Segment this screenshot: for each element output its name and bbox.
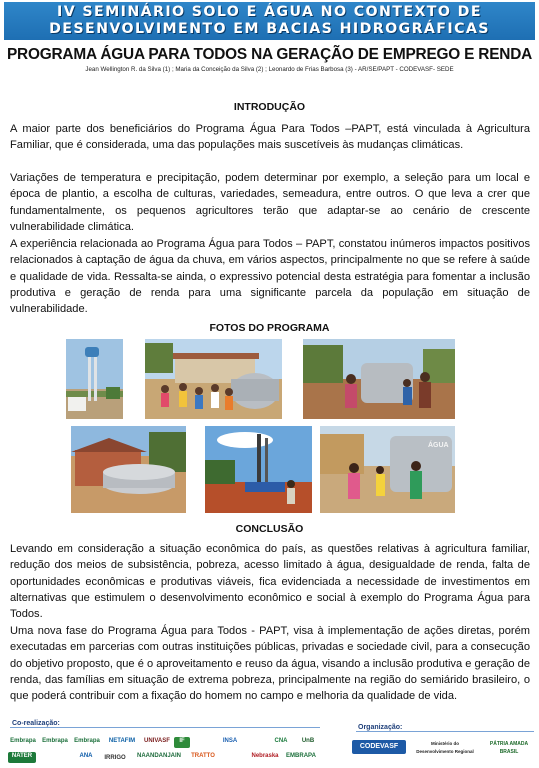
photo-children-at-tank <box>145 339 282 419</box>
logo-netafim: NETAFIM <box>108 738 136 744</box>
logo-codevasf: CODEVASF <box>352 740 406 754</box>
logo-insa: INSA <box>222 738 238 744</box>
intro-paragraph-1: A maior parte dos beneficiários do Programa Água Para Todos –PAPT, está vinculada à Agricultura Familiar, que é considerada, uma das populações mais suscetíveis às mudanças climáticas. <box>10 123 530 152</box>
logo-if: IF <box>174 737 190 748</box>
authors-line: Jean Wellington R. da Silva (1) ; Maria da Conceição da Silva (2) ; Leonardo de Frias Barbosa (3) - AR/SE/PAPT - CODEVASF- SEDE <box>85 66 454 73</box>
logo-tratto: TRATTO <box>191 753 215 759</box>
logo-nebraska: Nebraska <box>251 753 279 759</box>
conclusion-paragraph-2: Uma nova fase do Programa Água para Todos - PAPT, visa à implementação de ações diretas, porém executadas em parcerias com outras instituições públicas, privadas e sociedade civil, para a consecução do objetivo proposto, que é o aproveitamento e reuso da água, visando a inclusão produtiva e geração de renda, das famílias em situação de extrema pobreza, principalmente na região do semiárido brasileiro, o que poderá contribuir com a fixação do homem no campo e melhoria da qualidade de vida. <box>10 625 530 703</box>
poster-title: PROGRAMA ÁGUA PARA TODOS NA GERAÇÃO DE EMPREGO E RENDA <box>6 46 533 63</box>
logo-unb: UnB <box>301 738 315 744</box>
event-banner <box>4 2 535 40</box>
conclusion-paragraph-1: Levando em consideração a situação econômica do país, as questões relativas à agricultura familiar, redução dos meios de subsistência, pobreza, acesso limitado à água, desigualdade de renda, falta de oportunidades econômicas e produtivas viáveis, fica evidenciada a necessidade de investimentos em alternativas que estimulem o desenvolvimento econômico e social à exemplo do Programa Água para Todos. <box>10 543 530 621</box>
logo-nater: NATER <box>8 752 36 763</box>
logo-naandanjain: NAANDANJAIN <box>136 753 181 759</box>
logo-embrapa-4: EMBRAPA <box>286 753 316 759</box>
photo-drilling-rig <box>205 426 312 513</box>
footer-rule-left <box>10 727 320 728</box>
logo-embrapa-2: Embrapa <box>42 738 68 744</box>
event-title-line-1: IV SEMINÁRIO SOLO E ÁGUA NO CONTEXTO DE <box>57 4 482 20</box>
tank-label: ÁGUA <box>428 442 449 449</box>
footer-rule-right <box>356 731 534 732</box>
logo-ana: ANA <box>79 753 93 759</box>
logo-ministerio: Ministério do Desenvolvimento Regional <box>416 741 474 754</box>
intro-paragraph-3: A experiência relacionada ao Programa Água para Todos – PAPT, constatou inúmeros impactos positivos relacionados à captação de água da chuva, em vários aspectos, principalmente no que se refere à saúde e qualidade de vida. Ressalta-se ainda, o expressivo potencial desta estratégia para fomentar a inclusão produtiva e geração de renda para uma significante parcela da população em situação de vulnerabilidade. <box>10 238 530 316</box>
logo-irrigo: IRRIGO <box>104 755 126 761</box>
intro-paragraph-2: Variações de temperatura e precipitação, podem determinar por exemplo, a seleção para um local e época de plantio, a escolha de culturas, variedades, semeadura, entre outros. O que leva a crer que fundamentalmente, os pequenos agricultores terão que adaptar-se ao cenário de crescente vulnerabilidade climática. <box>10 172 530 233</box>
corealizacao-label: Co-realização: <box>12 720 60 727</box>
event-title-line-2: DESENVOLVIMENTO EM BACIAS HIDROGRÁFICAS <box>49 21 490 37</box>
photo-family-at-tank <box>303 339 455 419</box>
organizacao-label: Organização: <box>358 724 403 731</box>
logo-brasil: PÁTRIA AMADA BRASIL <box>489 741 529 755</box>
photo-water-tower <box>66 339 123 419</box>
conclusion-heading: CONCLUSÃO <box>235 523 304 535</box>
intro-heading: INTRODUÇÃO <box>233 101 306 113</box>
logo-cna: CNA <box>274 738 288 744</box>
logo-embrapa-1: Embrapa <box>10 738 36 744</box>
photo-children-agua-tank <box>320 426 455 513</box>
logo-univasf: UNIVASF <box>144 738 170 744</box>
logo-embrapa-3: Embrapa <box>74 738 100 744</box>
photos-heading: FOTOS DO PROGRAMA <box>209 322 330 334</box>
photo-cistern-house <box>71 426 186 513</box>
